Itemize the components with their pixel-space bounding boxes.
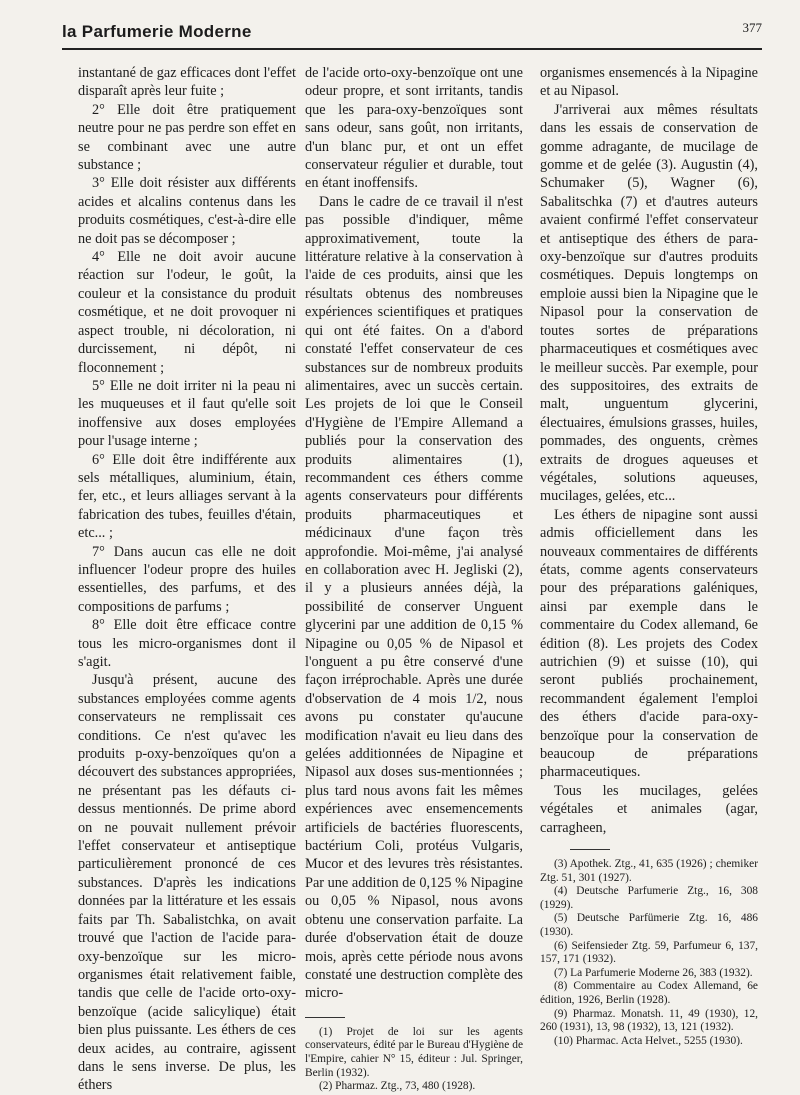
paragraph: 8° Elle doit être efficace contre tous les micro-organismes dont il s'agit. [78,617,296,670]
paragraph: 3° Elle doit résister aux différents acides et alcalins contenus dans les produits cosmétiques, c'est-à-dire elle ne doit pas se décomposer ; [78,175,296,247]
paragraph: 4° Elle ne doit avoir aucune réaction sur l'odeur, le goût, la couleur et la consistance du produit cosmétique, et ne doit provoquer ni aspect trouble, ni décoloration, ni durcissement, ni dépôt, ni floconnement ; [78,249,296,376]
paragraph: Tous les mucilages, gelées végétales et animales (agar, carragheen, [540,782,758,836]
paragraph: organismes ensemencés à la Nipagine et au Nipasol. [540,65,758,100]
page-number: 377 [742,20,762,35]
footnote: (10) Pharmac. Acta Helvet., 5255 (1930). [554,1034,743,1047]
footnote: (1) Projet de loi sur les agents conservateurs, édité par le Bureau d'Hygiène de l'Empire, cahier N° 15, éditeur : Jul. Springer, Berlin (1932). [305,1025,523,1079]
footnote: (6) Seifensieder Ztg. 59, Parfumeur 6, 137, 157, 171 (1932). [540,939,758,966]
paragraph: 7° Dans aucun cas elle ne doit influencer l'odeur propre des huiles essentielles, des parfums, et des compositions de parfums ; [78,543,296,615]
footnote-rule [570,849,610,850]
header-rule [62,48,762,50]
footnote: (8) Commentaire au Codex Allemand, 6e édition, 1926, Berlin (1928). [540,980,758,1006]
footnote: (5) Deutsche Parfümerie Ztg. 16, 486 (1930). [540,912,758,939]
paragraph: 5° Elle ne doit irriter ni la peau ni les muqueuses et il faut qu'elle soit inoffensive aux doses employées pour l'usage interne ; [78,377,296,450]
paragraph: Dans le cadre de ce travail il n'est pas possible d'indiquer, même approximativement, toute la littérature relative à la conservation à l'aide de ces produits, ainsi que les résultats obtenus des nombreuses expériences scientifiques et pratiques qui ont été faites. On a d'abord constaté l'effet conservateur de ces substances sur de nombreux produits alimentaires, avec un succès certain. Les projets de loi que le Conseil d'Hygiène de l'Empire Allemand a publiés pour la conservation des produits alimentaires (1), recommandent ces éthers comme agents conservateurs pour différents produits pharmaceutiques et médicinaux d'une façon très approfondie. Moi-même, j'ai analysé en collaboration avec H. Jegliski (2), il y a plusieurs années déjà, la possibilité de conserver Unguent glycerini par une addition de 0,15 % Nipagine ou 0,05 % de Nipasol et l'onguent a pu être conservé d'une façon irréprochable. Après une durée d'observation de 4 mois 1/2, nous avons pu constater qu'aucune modification n'avait eu lieu dans des gelées additionnées de Nipagine et Nipasol aux doses sus-mentionnées ; plus tard nous avons fait les mêmes expériences avec ensemencements artificiels de bactéries fluorescents, bactérium Coli, protéus Vulgaris, Mucor et des levures très résistantes. Par une addition de 0,125 % Nipagine ou 0,05 % Nipasol, nous avons obtenu une conservation parfaite. La durée d'observation était de douze mois, après cette période nous avons constaté une destruction complète des micro- [305,193,523,1002]
footnote: (3) Apothek. Ztg., 41, 635 (1926) ; chemiker Ztg. 51, 301 (1927). [540,858,758,884]
paragraph: J'arriverai aux mêmes résultats dans les essais de conservation de gomme adragante, de mucilage de gomme et de gelée (3). Augustin (4), Schumaker (5), Wagner (6), Sabalitschka (7) et d'autres auteurs avaient confirmé l'effet conservateur et antiseptique des éthers de para-oxy-benzoïque sur d'autres produits cosmétiques. Depuis longtemps on emploie aussi bien la Nipagine que le Nipasol pour la conservation de toutes sortes de préparations pharmaceutiques et cosmétiques avec le meilleur succès. Par exemple, pour des suppositoires, des extraits de malt, unguentum glycerini, électuaires, émulsions grasses, huiles, pommades, des onguents, crèmes extraits de drogues aqueuses et végétales, solutions aqueuses, mucilages, gelées, etc... [540,101,758,505]
paragraph: instantané de gaz efficaces dont l'effet disparaît après leur fuite ; [78,65,296,100]
running-header [62,18,762,48]
paragraph: de l'acide orto-oxy-benzoïque ont une odeur propre, et sont irritants, tandis que les para-oxy-benzoïques sont sans odeur, sans goût, non irritants, d'un blanc pur, et ont un effet conservateur régulier et durable, tout en étant inoffensifs. [305,65,523,192]
paragraph: 6° Elle doit être indifférente aux sels métalliques, aluminium, étain, fer, etc., et leurs alliages servant à la fabrication des tubes, feuilles d'étain, etc... ; [78,451,296,542]
footnote-rule [305,1017,345,1018]
footnote: (4) Deutsche Parfumerie Ztg., 16, 308 (1929). [540,885,758,911]
paragraph: Jusqu'à présent, aucune des substances employées comme agents conservateurs ne remplissait ces conditions. Ce n'est qu'avec les produits p-oxy-benzoïques qu'on a découvert des substances appropriées, ne présentant pas les défauts ci-dessus mentionnés. De prime abord on ne pouvait nullement prévoir l'effet conservateur et antiseptique particulièrement prononcé de ces substances. D'après les indications données par la littérature et les essais faits par Th. Sabalistchka, on avait trouvé que l'action de l'acide para-oxy-benzoïque sur les micro-organismes était relativement faible, tandis que celle de l'acide orto-oxy-benzoïque (acide salicylique) était bien plus puissante. Les éthers de ces deux acides, au contraire, agissent dans le sens inverse. De plus, les éthers [78,672,296,1094]
journal-title: la Parfumerie Moderne [62,22,252,41]
column-2 [305,64,523,1094]
footnote: (9) Pharmaz. Monatsh. 11, 49 (1930), 12, 260 (1931), 13, 98 (1932), 13, 121 (1932). [540,1007,758,1034]
column-3 [540,64,758,1048]
footnote: (7) La Parfumerie Moderne 26, 383 (1932). [554,966,753,979]
footnote: (2) Pharmaz. Ztg., 73, 480 (1928). [319,1080,476,1093]
paragraph: Les éthers de nipagine sont aussi admis officiellement dans les nouveaux commentaires de différents états, comme agents conservateurs pour des préparations galéniques, ainsi par exemple dans le commentaire du Codex allemand, 6e édition (8). Les projets des Codex autrichien (9) et suisse (10), qui seront publiés prochainement, recommandent également l'emploi des éthers d'acide para-oxy-benzoïque pour la conservation de beaucoup de préparations pharmaceutiques. [540,506,758,781]
column-1 [78,64,296,1095]
paragraph: 2° Elle doit être pratiquement neutre pour ne pas perdre son effet en se combinant avec une autre substance ; [78,101,296,174]
